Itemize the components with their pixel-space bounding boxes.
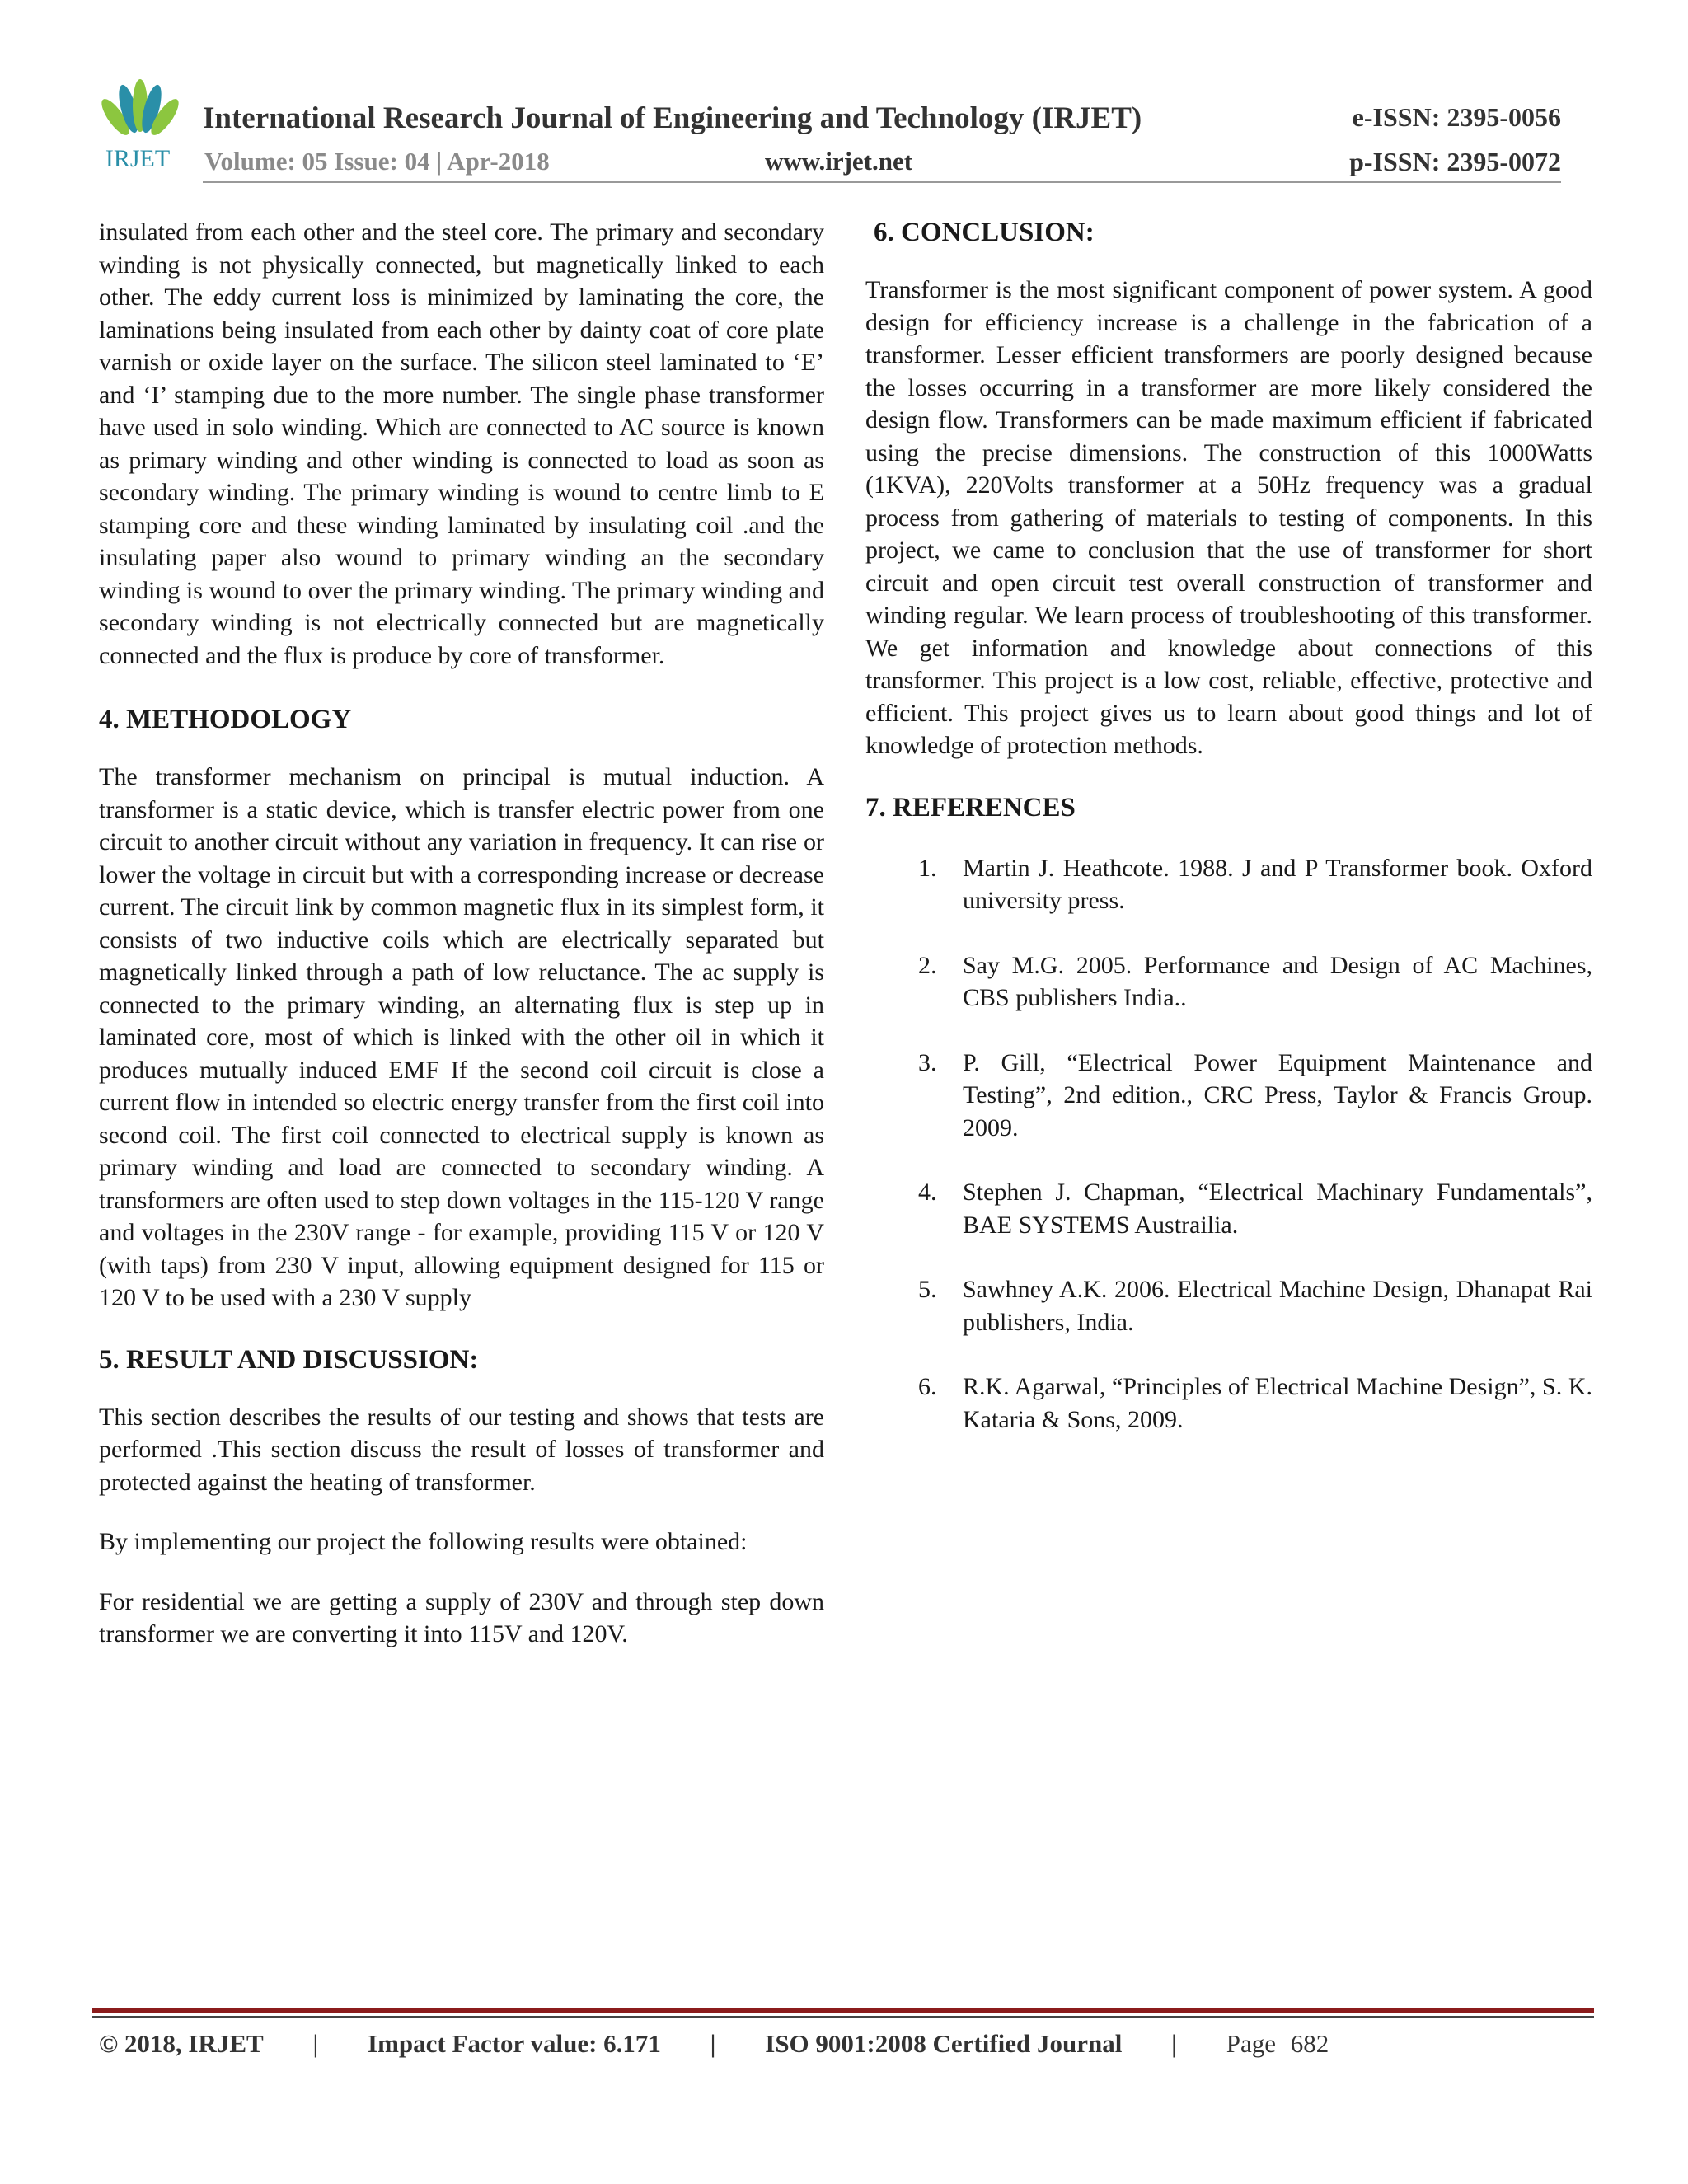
methodology-paragraph: The transformer mechanism on principal is mutual induction. A transformer is a static device, which is transfer electric power from one circuit to another circuit without any variation in frequency. It can rise or lower the voltage in circuit but with a corresponding increase or decrease current. The circuit link by common magnetic flux in its simplest form, it consists of two inductive coils which are electrically separated but magnetically linked through a path of low reluctance. The ac supply is connected to the primary winding, an alternating flux is step up in laminated core, most of which is linked with the other oil in which it produces mutually induced EMF If the second coil circuit is close a current flow in intended so electric energy transfer from the first coil into second coil. The first coil connected to electrical supply is known as primary winding and load are connected to secondary winding. A transformers are often used to step down voltages in the 115-120 V range and voltages in the 230V range - for example, providing 115 V or 120 V (with taps) from 230 V input, allowing equipment designed for 115 or 120 V to be used with a 230 V supply — [99, 763, 824, 1311]
logo-text: IRJET — [105, 145, 171, 172]
result-paragraph-1: This section describes the results of our testing and shows that tests are performed .This section discuss the result of losses of transformer and protected against the heating of transformer. — [99, 1403, 824, 1496]
reference-number: 4. — [918, 1179, 937, 1206]
footer-separator: | — [312, 2029, 319, 2058]
references-list — [865, 852, 1592, 1436]
page-footer — [99, 2029, 1329, 2059]
footer-separator: | — [1171, 2029, 1177, 2058]
reference-item — [865, 1047, 1592, 1145]
copyright: © 2018, IRJET — [99, 2029, 264, 2058]
header-divider — [203, 181, 1561, 183]
journal-title: International Research Journal of Engineering and Technology (IRJET) — [203, 101, 1142, 135]
iso-certification: ISO 9001:2008 Certified Journal — [765, 2029, 1123, 2058]
intro-paragraph: insulated from each other and the steel core. The primary and secondary winding is not physically connected, but magnetically linked to each other. The eddy current loss is minimized by laminating the core, the laminations being insulated from each other by dainty coat of core plate varnish or oxide layer on the surface. The silicon steel laminated to ‘E’ and ‘I’ stamping due to the more number. The single phase transformer have used in solo winding. Which are connected to AC source is known as primary winding and other winding is connected to load as soon as secondary winding. The primary winding is wound to centre limb to E stamping core and these winding laminated by insulating coil .and the insulating paper also wound to primary winding an the secondary winding is wound to over the primary winding. The primary winding and secondary winding is not electrically connected but are magnetically connected and the flux is produce by core of transformer. — [99, 218, 824, 669]
reference-item — [865, 1273, 1592, 1338]
right-column — [865, 216, 1592, 1468]
reference-number: 5. — [918, 1276, 937, 1303]
result-heading: 5. RESULT AND DISCUSSION: — [99, 1344, 479, 1375]
reference-number: 2. — [918, 951, 937, 979]
reference-text: Sawhney A.K. 2006. Electrical Machine Design, Dhanapat Rai publishers, India. — [963, 1276, 1592, 1336]
impact-factor: Impact Factor value: 6.171 — [368, 2029, 661, 2058]
eissn: e-ISSN: 2395-0056 — [1352, 102, 1561, 132]
reference-number: 3. — [918, 1048, 937, 1076]
reference-text: R.K. Agarwal, “Principles of Electrical Machine Design”, S. K. Kataria & Sons, 2009. — [963, 1373, 1592, 1433]
page-header — [92, 76, 1561, 187]
footer-divider-thick — [92, 2008, 1594, 2013]
left-column — [99, 216, 824, 1651]
website-link[interactable]: www.irjet.net — [765, 147, 913, 176]
reference-item — [865, 949, 1592, 1015]
pissn: p-ISSN: 2395-0072 — [1349, 147, 1561, 176]
page-label: Page — [1226, 2029, 1276, 2058]
references-heading: 7. REFERENCES — [865, 792, 1076, 823]
reference-text: Stephen J. Chapman, “Electrical Machinary Fundamentals”, BAE SYSTEMS Austrailia. — [963, 1179, 1592, 1239]
result-paragraph-2: By implementing our project the following results were obtained: — [99, 1528, 748, 1555]
reference-item — [865, 1371, 1592, 1436]
reference-text: Say M.G. 2005. Performance and Design of AC Machines, CBS publishers India.. — [963, 951, 1592, 1011]
reference-text: Martin J. Heathcote. 1988. J and P Transformer book. Oxford university press. — [963, 854, 1592, 914]
reference-item — [865, 1176, 1592, 1241]
footer-separator: | — [710, 2029, 716, 2058]
conclusion-heading: 6. CONCLUSION: — [874, 218, 1095, 247]
reference-item — [865, 852, 1592, 917]
volume-issue: Volume: 05 Issue: 04 | Apr-2018 — [204, 147, 550, 176]
result-paragraph-3: For residential we are getting a supply of 230V and through step down transformer we are converting it into 115V and 120V. — [99, 1587, 824, 1647]
page-number: 682 — [1290, 2029, 1329, 2058]
reference-number: 6. — [918, 1373, 937, 1400]
reference-number: 1. — [918, 854, 937, 882]
irjet-logo — [92, 76, 183, 175]
methodology-heading: 4. METHODOLOGY — [99, 705, 352, 734]
conclusion-paragraph: Transformer is the most significant component of power system. A good design for efficiency increase is a challenge in the fabrication of a transformer. Lesser efficient transformers are poorly designed because the losses occurring in a transformer are more likely considered the design flow. Transformers can be made maximum efficient if fabricated using the precise dimensions. The construction of this 1000Watts (1KVA), 220Volts transformer at a 50Hz frequency was a gradual process from gathering of materials to testing of components. In this project, we came to conclusion that the use of transformer for short circuit and open circuit test overall construction of transformer and winding regular. We learn process of troubleshooting of this transformer. We get information and knowledge about connections of this transformer. This project is a low cost, reliable, effective, protective and efficient. This project gives us to learn about good things and lot of knowledge of protection methods. — [865, 276, 1592, 759]
footer-divider-thin — [92, 2016, 1594, 2018]
reference-text: P. Gill, “Electrical Power Equipment Maintenance and Testing”, 2nd edition., CRC Press, Taylor & Francis Group. 2009. — [963, 1048, 1592, 1141]
